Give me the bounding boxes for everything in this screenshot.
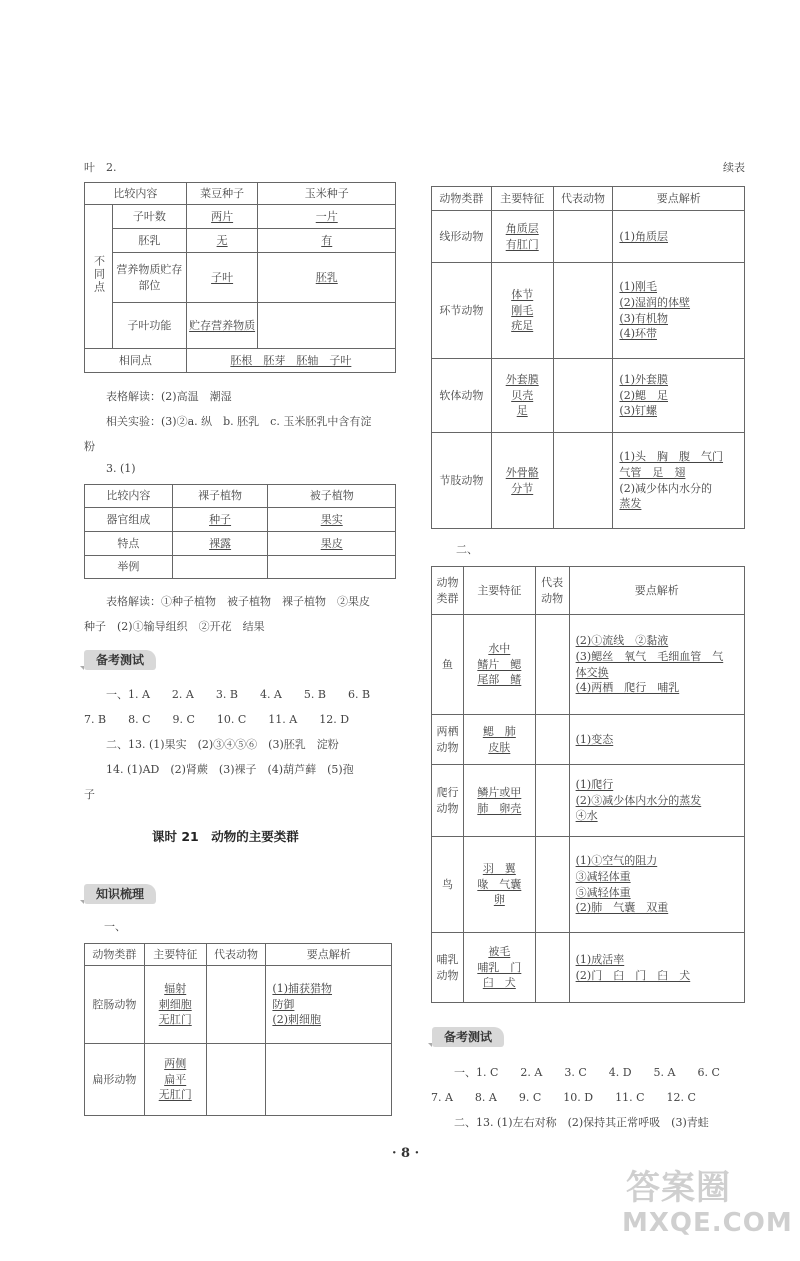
table-cell: 果实 bbox=[268, 508, 396, 532]
table-cell: 辐射 刺细胞 无肛门 bbox=[144, 966, 206, 1044]
table-cell: 哺乳动物 bbox=[432, 933, 464, 1003]
table-cell: 两栖动物 bbox=[432, 715, 464, 765]
table-cell: 鳃 肺 皮肤 bbox=[463, 715, 535, 765]
page-header-left: 叶 2. bbox=[84, 161, 117, 174]
table-header: 要点解析 bbox=[569, 567, 744, 615]
table-cell: 外套膜 贝壳 足 bbox=[491, 359, 553, 433]
answer-line: 一、1. A 2. A 3. B 4. A 5. B 6. B bbox=[106, 688, 371, 701]
table-cell: 水中 鳍片 鳃 尾部 鳍 bbox=[463, 615, 535, 715]
table-cell: 鸟 bbox=[432, 837, 464, 933]
table-cell: (1)变态 bbox=[569, 715, 744, 765]
table-cell: 特点 bbox=[85, 532, 173, 556]
table-cell bbox=[206, 966, 266, 1044]
answer-line: 相关实验：(3)②a. 纵 b. 胚乳 c. 玉米胚乳中含有淀 bbox=[106, 415, 372, 428]
table-cell: 羽 翼 喙 气囊 卵 bbox=[463, 837, 535, 933]
table-cell bbox=[553, 263, 613, 359]
table-cell: 举例 bbox=[85, 556, 173, 579]
table-cell: 果皮 bbox=[268, 532, 396, 556]
table-header: 比较内容 bbox=[85, 485, 173, 508]
table-cell: 被毛 哺乳 门 臼 犬 bbox=[463, 933, 535, 1003]
table-cell: (1)头 胸 腹 气门 气管 足 翅 (2)减少体内水分的 蒸发 bbox=[613, 433, 745, 529]
table-cell: (1)外套膜 (2)鳃 足 (3)钉螺 bbox=[613, 359, 745, 433]
table-cell bbox=[206, 1044, 266, 1116]
table-cell: 扁形动物 bbox=[85, 1044, 145, 1116]
table-cell: 鱼 bbox=[432, 615, 464, 715]
table-cell bbox=[535, 765, 569, 837]
table-header: 动物类群 bbox=[85, 944, 145, 966]
table-cell: 腔肠动物 bbox=[85, 966, 145, 1044]
table-cell bbox=[535, 615, 569, 715]
answer-line: 7. A 8. A 9. C 10. D 11. C 12. C bbox=[431, 1091, 696, 1104]
watermark-url: MXQE.COM bbox=[622, 1208, 793, 1238]
table-cell bbox=[553, 433, 613, 529]
answer-line: 粉 bbox=[84, 440, 95, 453]
table-cell bbox=[535, 715, 569, 765]
table-cell bbox=[258, 303, 396, 349]
answer-line: 14. (1)AD (2)肾蕨 (3)裸子 (4)葫芦藓 (5)孢 bbox=[106, 763, 354, 776]
section-badge: 知识梳理 bbox=[84, 884, 156, 904]
table-cell: 胚乳 bbox=[258, 253, 396, 303]
table-cell bbox=[172, 556, 268, 579]
table-header: 比较内容 bbox=[85, 183, 187, 205]
section-badge: 备考测试 bbox=[432, 1027, 504, 1047]
table-cell: 爬行动物 bbox=[432, 765, 464, 837]
animal-table-2 bbox=[431, 186, 745, 529]
table-cell: 无 bbox=[186, 229, 258, 253]
table-header: 要点解析 bbox=[266, 944, 392, 966]
animal-table-1 bbox=[84, 943, 392, 1116]
table-header: 菜豆种子 bbox=[186, 183, 258, 205]
table-header: 主要特征 bbox=[491, 187, 553, 211]
section-badge: 备考测试 bbox=[84, 650, 156, 670]
answer-line: 表格解读：①种子植物 被子植物 裸子植物 ②果皮 bbox=[106, 595, 370, 608]
page-header-right: 续表 bbox=[723, 161, 745, 174]
table-cell: (1)成活率 (2)门 臼 门 臼 犬 bbox=[569, 933, 744, 1003]
table-cell: (1)捕获猎物 防御 (2)刺细胞 bbox=[266, 966, 392, 1044]
table-cell: 线形动物 bbox=[432, 211, 492, 263]
table-cell bbox=[535, 933, 569, 1003]
table-cell: 器官组成 bbox=[85, 508, 173, 532]
table-cell: 胚乳 bbox=[112, 229, 186, 253]
table-cell: 角质层 有肛门 bbox=[491, 211, 553, 263]
table-cell: 软体动物 bbox=[432, 359, 492, 433]
table-cell: 环节动物 bbox=[432, 263, 492, 359]
row-group-label: 不同点 bbox=[85, 205, 113, 349]
table-cell bbox=[266, 1044, 392, 1116]
table-cell: 节肢动物 bbox=[432, 433, 492, 529]
table-header: 代表动物 bbox=[206, 944, 266, 966]
table-header: 被子植物 bbox=[268, 485, 396, 508]
answer-line: 表格解读：(2)高温 潮湿 bbox=[106, 390, 232, 403]
table-cell: (1)①空气的阻力 ③减轻体重 ⑤减轻体重 (2)肺 气囊 双重 bbox=[569, 837, 744, 933]
table-header: 代表动物 bbox=[553, 187, 613, 211]
answer-line: 一、1. C 2. A 3. C 4. D 5. A 6. C bbox=[454, 1066, 720, 1079]
table-cell: 种子 bbox=[172, 508, 268, 532]
table-cell: 子叶数 bbox=[112, 205, 186, 229]
table-cell: 两片 bbox=[186, 205, 258, 229]
seed-comparison-table bbox=[84, 182, 396, 373]
table-cell: 外骨骼 分节 bbox=[491, 433, 553, 529]
table-cell bbox=[553, 359, 613, 433]
table-header: 要点解析 bbox=[613, 187, 745, 211]
watermark-logo: 答案圈 bbox=[626, 1168, 731, 1208]
table-cell: 营养物质贮存部位 bbox=[112, 253, 186, 303]
table-header: 主要特征 bbox=[144, 944, 206, 966]
table-cell: 子叶 bbox=[186, 253, 258, 303]
answer-line: 3. (1) bbox=[106, 462, 136, 475]
answer-line: 种子 (2)①输导组织 ②开花 结果 bbox=[84, 620, 265, 633]
table-cell: 胚根 胚芽 胚轴 子叶 bbox=[186, 349, 395, 373]
table-cell: (2)①流线 ②黏液 (3)鳃丝 氧气 毛细血管 气 体交换 (4)两栖 爬行 哺乳 bbox=[569, 615, 744, 715]
table-cell: 有 bbox=[258, 229, 396, 253]
table-cell: 一片 bbox=[258, 205, 396, 229]
table-cell bbox=[268, 556, 396, 579]
table-cell: 相同点 bbox=[85, 349, 187, 373]
table-cell: 裸露 bbox=[172, 532, 268, 556]
table-header: 玉米种子 bbox=[258, 183, 396, 205]
table-cell bbox=[535, 837, 569, 933]
table-header: 动物类群 bbox=[432, 567, 464, 615]
table-header: 主要特征 bbox=[463, 567, 535, 615]
table-header: 裸子植物 bbox=[172, 485, 268, 508]
page-number: · 8 · bbox=[392, 1146, 420, 1161]
seed-plant-table bbox=[84, 484, 396, 579]
table-header: 动物类群 bbox=[432, 187, 492, 211]
section-label: 二、 bbox=[456, 543, 478, 556]
table-header: 代表动物 bbox=[535, 567, 569, 615]
answer-line: 二、13. (1)果实 (2)③④⑤⑥ (3)胚乳 淀粉 bbox=[106, 738, 339, 751]
table-cell: 子叶功能 bbox=[112, 303, 186, 349]
table-cell: 两侧 扁平 无肛门 bbox=[144, 1044, 206, 1116]
table-cell: (1)角质层 bbox=[613, 211, 745, 263]
table-cell: (1)刚毛 (2)湿润的体壁 (3)有机物 (4)环带 bbox=[613, 263, 745, 359]
table-cell: 体节 刚毛 疣足 bbox=[491, 263, 553, 359]
table-cell: 鳞片或甲 肺 卵壳 bbox=[463, 765, 535, 837]
answer-line: 二、13. (1)左右对称 (2)保持其正常呼吸 (3)青蛙 bbox=[454, 1116, 709, 1129]
animal-table-3 bbox=[431, 566, 745, 1003]
table-cell: (1)爬行 (2)③减少体内水分的蒸发 ④水 bbox=[569, 765, 744, 837]
table-cell bbox=[553, 211, 613, 263]
table-cell: 贮存营养物质 bbox=[186, 303, 258, 349]
answer-line: 子 bbox=[84, 788, 95, 801]
section-label: 一、 bbox=[104, 920, 126, 933]
answer-line: 7. B 8. C 9. C 10. C 11. A 12. D bbox=[84, 713, 350, 726]
lesson-title: 课时 21 动物的主要类群 bbox=[152, 829, 299, 844]
